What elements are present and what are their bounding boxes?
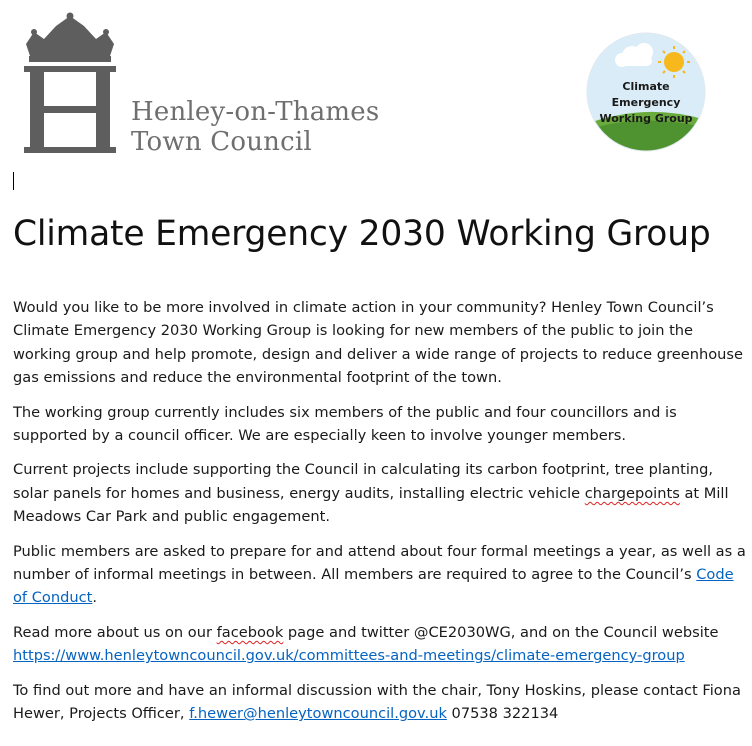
council-name-line1: Henley-on-Thames	[131, 97, 380, 127]
text-line	[13, 586, 747, 609]
paragraph-projects	[13, 458, 747, 528]
paragraph-membership	[13, 401, 747, 448]
page-title: Climate Emergency 2030 Working Group	[13, 214, 711, 254]
text-line: Climate Emergency 2030 Working Group is looking for new members of the public to join the	[13, 322, 694, 340]
text-line: Meadows Car Park and public engagement.	[13, 508, 330, 526]
spellcheck-word[interactable]: chargepoints	[584, 484, 680, 502]
spellcheck-word[interactable]: facebook	[216, 623, 284, 641]
text-line	[13, 621, 747, 644]
crown-icon	[26, 13, 114, 63]
badge-line3: Working Group	[599, 112, 693, 125]
text-segment: solar panels for homes and business, energy audits, installing electric vehicle	[13, 484, 585, 502]
code-of-conduct-link[interactable]: Code	[696, 566, 734, 584]
text-segment: 07538 322134	[446, 705, 559, 723]
text-line: working group and help promote, design and deliver a wide range of projects to reduce greenhouse	[13, 345, 743, 363]
text-line	[13, 702, 747, 725]
text-segment: Hewer, Projects Officer,	[13, 705, 190, 723]
text-cursor	[13, 172, 14, 190]
paragraph-meetings	[13, 540, 747, 610]
text-line: Current projects include supporting the Council in calculating its carbon footprint, tree planting,	[13, 461, 714, 479]
text-line	[13, 563, 747, 586]
paragraph-intro	[13, 296, 747, 390]
council-name	[131, 97, 379, 157]
text-line: Public members are asked to prepare for and attend about four formal meetings a year, as well as a	[13, 542, 746, 560]
text-line: To find out more and have an informal discussion with the chair, Tony Hoskins, please contact Fiona	[13, 681, 741, 699]
badge-line2: Emergency	[611, 96, 681, 109]
text-segment: page and twitter @CE2030WG, and on the Council website	[283, 623, 719, 641]
paragraph-social	[13, 621, 747, 668]
document-body	[13, 296, 747, 737]
text-segment: Read more about us on our	[13, 623, 217, 641]
text-line: Would you like to be more involved in climate action in your community? Henley Town Council’s	[13, 299, 714, 316]
paragraph-contact	[13, 679, 747, 726]
email-link[interactable]: f.hewer@henleytowncouncil.gov.uk	[189, 705, 447, 723]
text-line: gas emissions and reduce the environmental footprint of the town.	[13, 369, 502, 387]
badge-text	[586, 79, 706, 127]
text-segment: .	[92, 589, 97, 607]
council-crown-logo	[20, 12, 120, 157]
badge-line1: Climate	[622, 80, 670, 93]
code-of-conduct-link-cont[interactable]: of Conduct	[13, 589, 93, 607]
text-line: supported by a council officer. We are especially keen to involve younger members.	[13, 427, 626, 445]
council-name-line2: Town Council	[131, 127, 312, 157]
h-letter-icon	[24, 66, 116, 153]
council-website-link[interactable]: https://www.henleytowncouncil.gov.uk/committees-and-meetings/climate-emergency-group	[13, 647, 685, 665]
text-segment: number of informal meetings in between. All members are required to agree to the Council’s	[13, 566, 697, 584]
text-line	[13, 482, 747, 505]
text-segment: at Mill	[679, 484, 729, 502]
text-line: The working group currently includes six members of the public and four councillors and is	[13, 403, 677, 421]
text-line	[13, 644, 747, 667]
